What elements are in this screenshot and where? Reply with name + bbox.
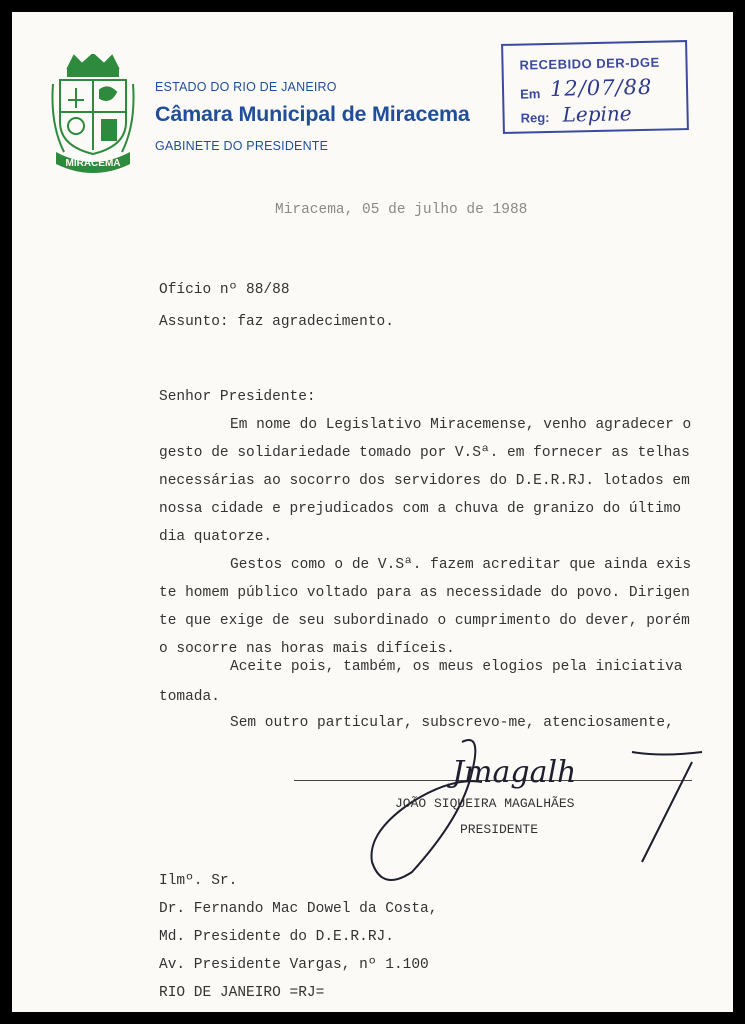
letterhead-state: ESTADO DO RIO DE JANEIRO [155, 80, 337, 94]
addressee-line: Ilmº. Sr. [159, 873, 238, 889]
body-line: nossa cidade e prejudicados com a chuva de granizo do último [159, 501, 682, 517]
stamp-signature: Lepine [562, 101, 632, 127]
body-line: dia quatorze. [159, 529, 273, 545]
body-line: te homem público voltado para as necessidade do povo. Dirigen [159, 585, 690, 601]
addressee-line: Dr. Fernando Mac Dowel da Costa, [159, 901, 438, 917]
body-line: Aceite pois, também, os meus elogios pela iniciativa [230, 659, 683, 675]
crest-banner-label: MIRACEMA [65, 158, 121, 169]
letter-page [12, 12, 733, 1012]
body-line: necessárias ao socorro dos servidores do D.E.R.RJ. lotados em [159, 473, 690, 489]
signature-script: Jmagalh [452, 755, 577, 790]
signer-title: PRESIDENTE [460, 822, 539, 837]
addressee-line: RIO DE JANEIRO =RJ= [159, 985, 325, 1001]
body-line: gesto de solidariedade tomado por V.Sª. em fornecer as telhas [159, 445, 690, 461]
stamp-date-label: Em [519, 86, 541, 102]
salutation: Senhor Presidente: [159, 389, 316, 405]
stamp-title: RECEBIDO DER-DGE [519, 54, 660, 73]
addressee-line: Md. Presidente do D.E.R.RJ. [159, 929, 394, 945]
letterhead-institution-name: Câmara Municipal de Miracema [155, 102, 470, 126]
municipal-crest-icon [50, 54, 136, 174]
signer-name: JOÃO SIQUEIRA MAGALHÃES [395, 796, 575, 811]
subject-line: Assunto: faz agradecimento. [159, 314, 394, 330]
received-stamp [501, 40, 689, 134]
letterhead-office: GABINETE DO PRESIDENTE [155, 139, 329, 153]
closing-line: Sem outro particular, subscrevo-me, atenciosamente, [230, 715, 674, 731]
body-line: Gestos como o de V.Sª. fazem acreditar que ainda exis [230, 557, 692, 573]
oficio-number: Ofício nº 88/88 [159, 282, 290, 298]
place-date: Miracema, 05 de julho de 1988 [275, 202, 528, 218]
body-line: te que exige de seu subordinado o cumprimento do dever, porém [159, 613, 690, 629]
addressee-line: Av. Presidente Vargas, nº 1.100 [159, 957, 429, 973]
body-line: tomada. [159, 689, 220, 705]
stamp-date-value: 12/07/88 [549, 74, 653, 101]
stamp-reg-label: Reg: [520, 109, 550, 126]
body-line: Em nome do Legislativo Miracemense, venho agradecer o [230, 417, 692, 433]
body-line: o socorre nas horas mais difíceis. [159, 641, 455, 657]
